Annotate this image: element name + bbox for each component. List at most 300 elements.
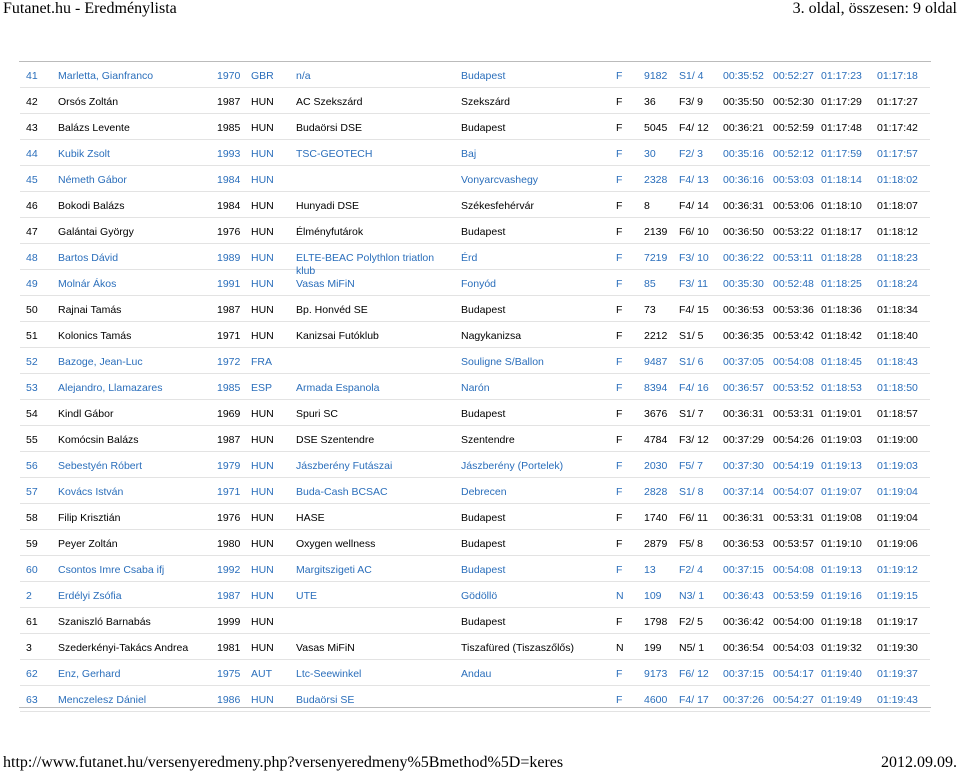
cell-split-2: 00:52:48 — [773, 278, 814, 290]
cell-net-time: 01:18:07 — [877, 200, 918, 212]
cell-net-time: 01:19:30 — [877, 642, 918, 654]
cell-split-2: 00:54:03 — [773, 642, 814, 654]
cell-gun-time: 01:18:17 — [821, 226, 862, 238]
cell-birth-year[interactable]: 1992 — [217, 564, 241, 576]
cell-name[interactable]: Bartos Dávid — [58, 252, 119, 264]
cell-net-time: 01:18:23 — [877, 252, 918, 264]
cell-bib: 8394 — [644, 382, 668, 394]
cell-club[interactable]: Ltc-Seewinkel — [296, 668, 362, 680]
cell-city[interactable]: Debrecen — [461, 486, 507, 498]
cell-gun-time: 01:19:16 — [821, 590, 862, 602]
cell-category: F6/ 10 — [679, 226, 709, 238]
cell-club: AC Szekszárd — [296, 96, 363, 108]
cell-bib: 199 — [644, 642, 662, 654]
cell-gun-time: 01:18:14 — [821, 174, 862, 186]
cell-gender: F — [616, 538, 623, 550]
page-number: 3. oldal, összesen: 9 oldal — [792, 0, 957, 17]
cell-category: F4/ 16 — [679, 382, 709, 394]
cell-category: N5/ 1 — [679, 642, 705, 654]
cell-club[interactable]: Jászberény Futászai — [296, 460, 393, 472]
cell-country[interactable]: HUN — [251, 486, 274, 498]
cell-country: HUN — [251, 96, 274, 108]
cell-name[interactable]: Csontos Imre Csaba ifj — [58, 564, 165, 576]
cell-split-2: 00:52:59 — [773, 122, 814, 134]
cell-gender: F — [616, 460, 623, 472]
cell-city: Budapest — [461, 538, 506, 550]
cell-birth-year[interactable]: 1971 — [217, 486, 241, 498]
cell-birth-year[interactable]: 1984 — [217, 174, 241, 186]
cell-split-2: 00:54:07 — [773, 486, 814, 498]
cell-city[interactable]: Jászberény (Portelek) — [461, 460, 564, 472]
cell-rank: 57 — [26, 486, 38, 498]
cell-gun-time: 01:18:45 — [821, 356, 862, 368]
cell-birth-year[interactable]: 1987 — [217, 590, 241, 602]
cell-category: S1/ 6 — [679, 356, 704, 368]
cell-bib: 9487 — [644, 356, 668, 368]
cell-gun-time: 01:18:10 — [821, 200, 862, 212]
cell-split-2: 00:54:19 — [773, 460, 814, 472]
cell-gender: F — [616, 486, 623, 498]
cell-split-2: 00:53:57 — [773, 538, 814, 550]
cell-category: S1/ 7 — [679, 408, 704, 420]
cell-name: Filip Krisztián — [58, 512, 121, 524]
cell-bib: 109 — [644, 590, 662, 602]
cell-country[interactable]: HUN — [251, 252, 274, 264]
table-row — [20, 140, 930, 166]
cell-bib: 30 — [644, 148, 656, 160]
cell-country: HUN — [251, 434, 274, 446]
table-row — [20, 62, 930, 88]
cell-birth-year[interactable]: 1989 — [217, 252, 241, 264]
cell-rank: 51 — [26, 330, 38, 342]
cell-birth-year[interactable]: 1972 — [217, 356, 241, 368]
cell-net-time: 01:19:00 — [877, 434, 918, 446]
cell-name: Szaniszló Barnabás — [58, 616, 151, 628]
cell-net-time: 01:17:27 — [877, 96, 918, 108]
cell-name[interactable]: Bazoge, Jean-Luc — [58, 356, 143, 368]
cell-city: Budapest — [461, 226, 506, 238]
cell-split-2: 00:53:22 — [773, 226, 814, 238]
cell-category: F3/ 9 — [679, 96, 703, 108]
print-date: 2012.09.09. — [881, 754, 957, 771]
cell-club: Vasas MiFiN — [296, 642, 355, 654]
cell-split-1: 00:37:05 — [723, 356, 764, 368]
table-row — [20, 296, 930, 322]
cell-city: Szekszárd — [461, 96, 511, 108]
cell-rank: 61 — [26, 616, 38, 628]
cell-gun-time: 01:17:29 — [821, 96, 862, 108]
cell-gun-time: 01:17:59 — [821, 148, 862, 160]
cell-club[interactable]: n/a — [296, 70, 311, 82]
cell-split-1: 00:35:50 — [723, 96, 764, 108]
cell-net-time: 01:19:12 — [877, 564, 918, 576]
cell-name: Peyer Zoltán — [58, 538, 118, 550]
cell-gender: F — [616, 252, 623, 264]
cell-net-time: 01:18:24 — [877, 278, 918, 290]
cell-country: HUN — [251, 408, 274, 420]
cell-name: Kolonics Tamás — [58, 330, 132, 342]
cell-club: Bp. Honvéd SE — [296, 304, 368, 316]
cell-name[interactable]: Erdélyi Zsófia — [58, 590, 122, 602]
cell-category: F5/ 8 — [679, 538, 703, 550]
cell-country: HUN — [251, 226, 274, 238]
cell-split-1: 00:36:31 — [723, 408, 764, 420]
cell-city: Nagykanizsa — [461, 330, 522, 342]
cell-rank: 41 — [26, 70, 38, 82]
cell-gender: F — [616, 226, 623, 238]
cell-gun-time: 01:19:13 — [821, 460, 862, 472]
cell-name: Balázs Levente — [58, 122, 130, 134]
table-row — [20, 270, 930, 296]
cell-split-1: 00:35:52 — [723, 70, 764, 82]
table-row — [20, 218, 930, 244]
cell-name[interactable]: Marletta, Gianfranco — [58, 70, 154, 82]
cell-country[interactable]: HUN — [251, 460, 274, 472]
cell-gun-time: 01:19:18 — [821, 616, 862, 628]
table-row — [20, 114, 930, 140]
cell-birth-year: 1976 — [217, 512, 241, 524]
cell-name[interactable]: Menczelesz Dániel — [58, 694, 147, 706]
table-row — [20, 582, 930, 608]
cell-split-1: 00:37:29 — [723, 434, 764, 446]
cell-gender: N — [616, 590, 624, 602]
cell-gun-time: 01:19:32 — [821, 642, 862, 654]
cell-net-time: 01:18:02 — [877, 174, 918, 186]
cell-country: HUN — [251, 642, 274, 654]
cell-club[interactable]: ELTE-BEAC Polythlon triatlon klub — [296, 252, 435, 277]
cell-country: HUN — [251, 122, 274, 134]
cell-name[interactable]: Enz, Gerhard — [58, 668, 121, 680]
cell-gun-time: 01:19:13 — [821, 564, 862, 576]
cell-name: Galántai György — [58, 226, 134, 238]
cell-split-1: 00:36:53 — [723, 304, 764, 316]
table-row — [20, 504, 930, 530]
cell-split-2: 00:52:12 — [773, 148, 814, 160]
cell-split-1: 00:36:43 — [723, 590, 764, 602]
page-url: http://www.futanet.hu/versenyeredmeny.php?versenyeredmeny%5Bmethod%5D=keres — [3, 754, 564, 771]
cell-club[interactable]: TSC-GEOTECH — [296, 148, 373, 160]
cell-name[interactable]: Alejandro, Llamazares — [58, 382, 163, 394]
cell-split-2: 00:54:08 — [773, 356, 814, 368]
cell-split-1: 00:36:42 — [723, 616, 764, 628]
cell-city[interactable]: Souligne S/Ballon — [461, 356, 544, 368]
cell-gun-time: 01:19:40 — [821, 668, 862, 680]
cell-city[interactable]: Fonyód — [461, 278, 497, 290]
cell-country: HUN — [251, 200, 274, 212]
cell-bib: 2879 — [644, 538, 668, 550]
cell-category: S1/ 5 — [679, 330, 704, 342]
cell-rank: 48 — [26, 252, 38, 264]
cell-gender: F — [616, 668, 623, 680]
cell-city[interactable]: Érd — [461, 252, 478, 264]
cell-split-1: 00:37:26 — [723, 694, 764, 706]
cell-gender: F — [616, 96, 623, 108]
cell-rank: 46 — [26, 200, 38, 212]
cell-bib: 2828 — [644, 486, 668, 498]
cell-net-time: 01:19:03 — [877, 460, 918, 472]
table-row — [20, 686, 930, 712]
cell-gender: F — [616, 382, 623, 394]
cell-birth-year: 1984 — [217, 200, 241, 212]
cell-club: Élményfutárok — [296, 226, 364, 238]
cell-split-2: 00:54:27 — [773, 694, 814, 706]
cell-city[interactable]: Vonyarcvashegy — [461, 174, 539, 186]
table-row — [20, 192, 930, 218]
cell-net-time: 01:19:37 — [877, 668, 918, 680]
cell-net-time: 01:19:43 — [877, 694, 918, 706]
cell-category: S1/ 8 — [679, 486, 704, 498]
cell-rank: 43 — [26, 122, 38, 134]
cell-net-time: 01:19:06 — [877, 538, 918, 550]
cell-city[interactable]: Andau — [461, 668, 492, 680]
cell-rank: 58 — [26, 512, 38, 524]
cell-split-2: 00:53:03 — [773, 174, 814, 186]
cell-club: DSE Szentendre — [296, 434, 375, 446]
cell-birth-year: 1980 — [217, 538, 241, 550]
cell-club[interactable]: Vasas MiFiN — [296, 278, 355, 290]
cell-country[interactable]: AUT — [251, 668, 272, 680]
cell-name[interactable]: Kovács István — [58, 486, 124, 498]
cell-category: F2/ 3 — [679, 148, 703, 160]
cell-gun-time: 01:19:08 — [821, 512, 862, 524]
cell-bib: 1798 — [644, 616, 668, 628]
cell-gender: F — [616, 278, 623, 290]
cell-bib: 8 — [644, 200, 650, 212]
cell-gun-time: 01:19:49 — [821, 694, 862, 706]
cell-gender: F — [616, 174, 623, 186]
cell-club: Oxygen wellness — [296, 538, 376, 550]
table-row — [20, 88, 930, 114]
cell-gender: F — [616, 408, 623, 420]
cell-rank: 45 — [26, 174, 38, 186]
cell-category: F4/ 14 — [679, 200, 709, 212]
cell-birth-year[interactable]: 1993 — [217, 148, 241, 160]
cell-category: F2/ 4 — [679, 564, 703, 576]
cell-name: Szederkényi-Takács Andrea — [58, 642, 189, 654]
cell-city[interactable]: Narón — [461, 382, 490, 394]
cell-country[interactable]: HUN — [251, 590, 274, 602]
cell-gun-time: 01:17:48 — [821, 122, 862, 134]
table-row — [20, 348, 930, 374]
cell-gender: F — [616, 330, 623, 342]
cell-gun-time: 01:18:28 — [821, 252, 862, 264]
cell-category: F3/ 12 — [679, 434, 709, 446]
cell-name[interactable]: Sebestyén Róbert — [58, 460, 143, 472]
cell-category: F5/ 7 — [679, 460, 703, 472]
cell-birth-year: 1987 — [217, 96, 241, 108]
cell-rank: 55 — [26, 434, 38, 446]
cell-rank: 3 — [26, 642, 32, 654]
table-row — [20, 166, 930, 192]
cell-country: HUN — [251, 616, 274, 628]
cell-gender: F — [616, 616, 623, 628]
cell-bib: 2139 — [644, 226, 668, 238]
cell-split-2: 00:53:31 — [773, 408, 814, 420]
cell-rank: 60 — [26, 564, 38, 576]
cell-category: F4/ 12 — [679, 122, 709, 134]
table-row — [20, 634, 930, 660]
cell-club[interactable]: Margitszigeti AC — [296, 564, 372, 576]
cell-split-2: 00:53:42 — [773, 330, 814, 342]
cell-birth-year: 1987 — [217, 434, 241, 446]
cell-birth-year: 1985 — [217, 122, 241, 134]
cell-category: S1/ 4 — [679, 70, 704, 82]
cell-club[interactable]: Budaörsi SE — [296, 694, 355, 706]
cell-country[interactable]: HUN — [251, 148, 274, 160]
cell-category: F4/ 13 — [679, 174, 709, 186]
cell-club[interactable]: Buda-Cash BCSAC — [296, 486, 388, 498]
cell-city: Székesfehérvár — [461, 200, 534, 212]
cell-rank: 47 — [26, 226, 38, 238]
cell-name[interactable]: Molnár Ákos — [58, 278, 117, 290]
cell-birth-year[interactable]: 1985 — [217, 382, 241, 394]
cell-gun-time: 01:18:53 — [821, 382, 862, 394]
cell-category: F3/ 10 — [679, 252, 709, 264]
cell-bib: 9173 — [644, 668, 668, 680]
cell-rank: 44 — [26, 148, 38, 160]
cell-birth-year[interactable]: 1979 — [217, 460, 241, 472]
cell-gun-time: 01:18:25 — [821, 278, 862, 290]
cell-category: N3/ 1 — [679, 590, 705, 602]
cell-country[interactable]: GBR — [251, 70, 274, 82]
cell-split-1: 00:36:35 — [723, 330, 764, 342]
table-row — [20, 452, 930, 478]
cell-category: F2/ 5 — [679, 616, 703, 628]
cell-club: Kanizsai Futóklub — [296, 330, 379, 342]
cell-city: Szentendre — [461, 434, 515, 446]
cell-birth-year: 1976 — [217, 226, 241, 238]
cell-bib: 5045 — [644, 122, 668, 134]
cell-net-time: 01:19:17 — [877, 616, 918, 628]
cell-country[interactable]: HUN — [251, 694, 274, 706]
cell-split-1: 00:37:30 — [723, 460, 764, 472]
cell-split-2: 00:53:52 — [773, 382, 814, 394]
cell-gender: F — [616, 564, 623, 576]
cell-category: F3/ 11 — [679, 278, 708, 290]
cell-split-2: 00:52:30 — [773, 96, 814, 108]
cell-city[interactable]: Budapest — [461, 70, 506, 82]
cell-rank: 59 — [26, 538, 38, 550]
table-row — [20, 322, 930, 348]
cell-split-2: 00:52:27 — [773, 70, 814, 82]
cell-split-1: 00:36:53 — [723, 538, 764, 550]
cell-birth-year: 1969 — [217, 408, 241, 420]
cell-split-1: 00:36:57 — [723, 382, 764, 394]
cell-club: Spuri SC — [296, 408, 339, 420]
cell-split-2: 00:54:26 — [773, 434, 814, 446]
cell-city[interactable]: Baj — [461, 148, 477, 160]
cell-gender: F — [616, 512, 623, 524]
cell-club: Hunyadi DSE — [296, 200, 360, 212]
cell-birth-year[interactable]: 1991 — [217, 278, 241, 290]
cell-birth-year[interactable]: 1970 — [217, 70, 241, 82]
cell-city[interactable]: Gödöllö — [461, 590, 498, 602]
cell-city: Budapest — [461, 122, 506, 134]
cell-split-1: 00:37:14 — [723, 486, 764, 498]
cell-city[interactable]: Budapest — [461, 564, 506, 576]
cell-name: Orsós Zoltán — [58, 96, 119, 108]
table-row — [20, 478, 930, 504]
cell-rank: 42 — [26, 96, 38, 108]
cell-name[interactable]: Kubik Zsolt — [58, 148, 110, 160]
cell-club: HASE — [296, 512, 325, 524]
cell-category: F4/ 17 — [679, 694, 709, 706]
cell-gender: F — [616, 148, 623, 160]
cell-country[interactable]: ESP — [251, 382, 273, 394]
cell-split-2: 00:53:59 — [773, 590, 814, 602]
cell-country: HUN — [251, 512, 274, 524]
cell-net-time: 01:18:34 — [877, 304, 918, 316]
table-row — [20, 660, 930, 686]
cell-name: Kindl Gábor — [58, 408, 114, 420]
cell-gun-time: 01:19:07 — [821, 486, 862, 498]
cell-club[interactable]: UTE — [296, 590, 317, 602]
cell-category: F4/ 15 — [679, 304, 709, 316]
cell-rank: 62 — [26, 668, 38, 680]
cell-split-1: 00:36:21 — [723, 122, 764, 134]
table-row — [20, 426, 930, 452]
cell-rank: 50 — [26, 304, 38, 316]
cell-birth-year: 1981 — [217, 642, 241, 654]
cell-bib: 1740 — [644, 512, 668, 524]
cell-country[interactable]: HUN — [251, 174, 274, 186]
cell-net-time: 01:18:57 — [877, 408, 918, 420]
cell-country[interactable]: HUN — [251, 564, 274, 576]
cell-club[interactable]: Armada Espanola — [296, 382, 380, 394]
table-row — [20, 374, 930, 400]
cell-bib: 73 — [644, 304, 656, 316]
cell-gender: F — [616, 356, 623, 368]
cell-category: F6/ 11 — [679, 512, 708, 524]
cell-split-2: 00:54:17 — [773, 668, 814, 680]
cell-country[interactable]: FRA — [251, 356, 272, 368]
cell-split-1: 00:36:22 — [723, 252, 764, 264]
cell-split-2: 00:54:08 — [773, 564, 814, 576]
cell-split-1: 00:36:31 — [723, 512, 764, 524]
cell-net-time: 01:18:43 — [877, 356, 918, 368]
cell-city: Tiszafüred (Tiszaszőlős) — [461, 642, 574, 654]
cell-club: Budaörsi DSE — [296, 122, 362, 134]
cell-birth-year: 1987 — [217, 304, 241, 316]
cell-birth-year: 1999 — [217, 616, 241, 628]
cell-net-time: 01:19:04 — [877, 486, 918, 498]
cell-gender: F — [616, 304, 623, 316]
cell-bib: 2328 — [644, 174, 668, 186]
table-row — [20, 400, 930, 426]
cell-split-2: 00:53:36 — [773, 304, 814, 316]
cell-birth-year[interactable]: 1986 — [217, 694, 241, 706]
cell-gender: F — [616, 434, 623, 446]
cell-country: HUN — [251, 538, 274, 550]
cell-bib: 2030 — [644, 460, 668, 472]
cell-gender: F — [616, 122, 623, 134]
cell-country[interactable]: HUN — [251, 278, 274, 290]
cell-country: HUN — [251, 304, 274, 316]
cell-net-time: 01:18:40 — [877, 330, 918, 342]
cell-gender: F — [616, 200, 623, 212]
cell-split-2: 00:54:00 — [773, 616, 814, 628]
cell-split-1: 00:36:16 — [723, 174, 764, 186]
cell-rank: 52 — [26, 356, 38, 368]
cell-bib: 2212 — [644, 330, 668, 342]
cell-name[interactable]: Németh Gábor — [58, 174, 127, 186]
table-row — [20, 608, 930, 634]
cell-gender: F — [616, 70, 623, 82]
cell-bib: 9182 — [644, 70, 668, 82]
cell-city: Budapest — [461, 408, 506, 420]
cell-birth-year[interactable]: 1975 — [217, 668, 241, 680]
cell-split-1: 00:35:16 — [723, 148, 764, 160]
